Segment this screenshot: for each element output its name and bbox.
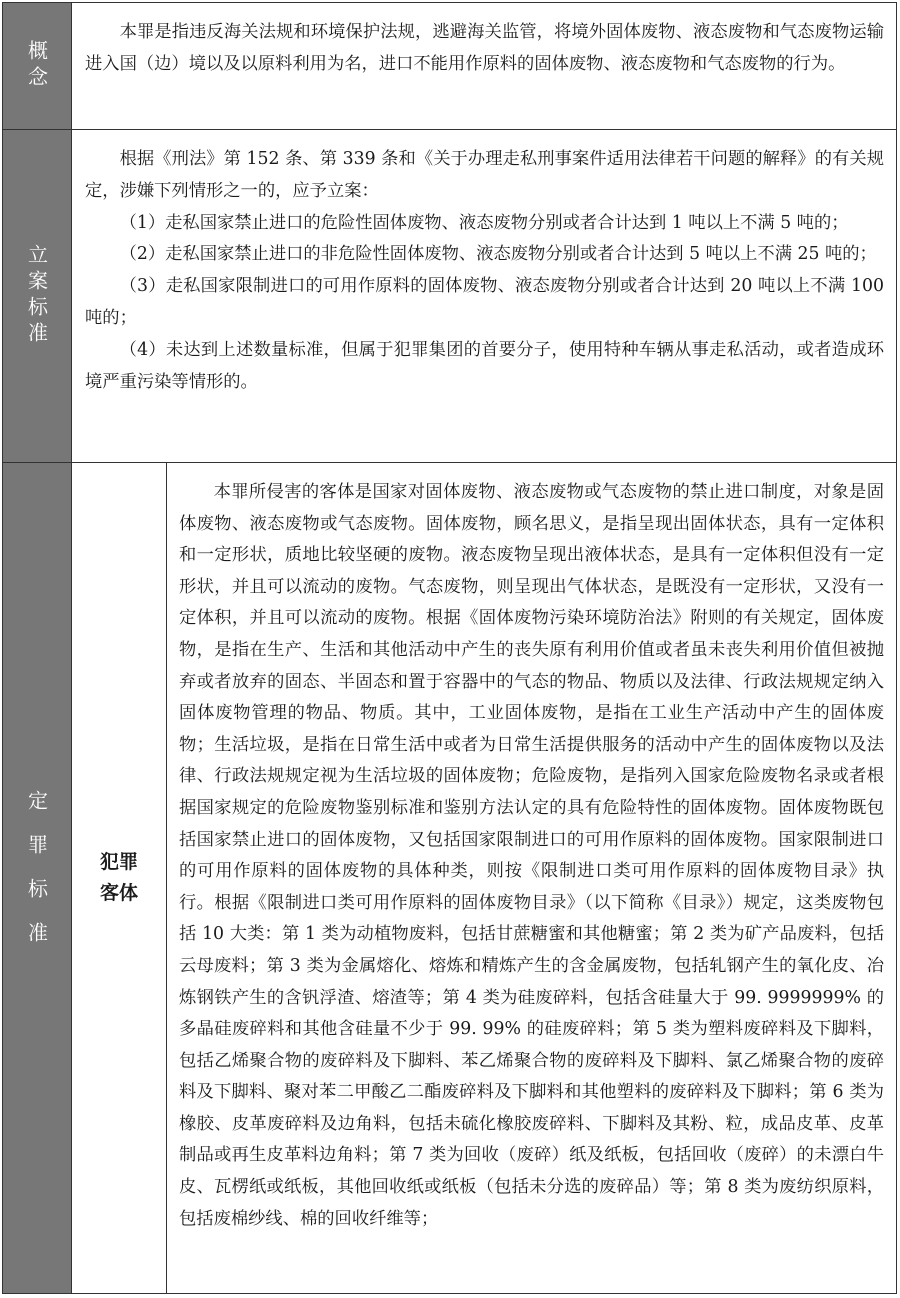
filing-intro: 根据《刑法》第 152 条、第 339 条和《关于办理走私刑事案件适用法律若干问题的解释》的有关规定，涉嫌下列情形之一的，应予立案：	[85, 149, 884, 201]
filing-item-3: （3）走私国家限制进口的可用作原料的固体废物、液态废物分别或者合计达到 20 吨以上不满 100 吨的；	[85, 276, 884, 328]
concept-row	[3, 3, 896, 130]
filing-standard-row	[3, 130, 896, 463]
filing-item-1: （1）走私国家禁止进口的危险性固体废物、液态废物分别或者合计达到 1 吨以上不满 5 吨的；	[119, 212, 849, 233]
crime-object-content	[167, 463, 896, 1293]
filing-label-cell	[3, 130, 72, 462]
conviction-label: 定罪标准	[24, 790, 49, 966]
crime-object-label: 犯罪客体	[99, 851, 138, 904]
filing-label: 立案标准	[24, 244, 49, 348]
crime-object-text: 本罪所侵害的客体是国家对固体废物、液态废物或气态废物的禁止进口制度，对象是固体废物、液态废物或气态废物。固体废物，顾名思义，是指呈现出固体状态，具有一定体积和一定形状，质地比较坚硬的废物。液态废物呈现出液体状态，是具有一定体积但没有一定形状，并且可以流动的废物。气态废物，则呈现出气体状态，是既没有一定形状，又没有一定体积，并且可以流动的废物。根据《固体废物污染环境防治法》附则的有关规定，固体废物，是指在生产、生活和其他活动中产生的丧失原有利用价值或者虽未丧失利用价值但被抛弃或者放弃的固态、半固态和置于容器中的气态的物品、物质以及法律、行政法规规定纳入固体废物管理的物品、物质。其中，工业固体废物，是指在工业生产活动中产生的固体废物；生活垃圾，是指在日常生活中或者为日常生活提供服务的活动中产生的固体废物以及法律、行政法规规定视为生活垃圾的固体废物；危险废物，是指列入国家危险废物名录或者根据国家规定的危险废物鉴别标准和鉴别方法认定的具有危险特性的固体废物。固体废物既包括国家禁止进口的固体废物，又包括国家限制进口的可用作原料的固体废物。国家限制进口的可用作原料的固体废物的具体种类，则按《限制进口类可用作原料的固体废物目录》执行。根据《限制进口类可用作原料的固体废物目录》（以下简称《目录》）规定，这类废物包括 10 大类：第 1 类为动植物废料，包括甘蔗糖蜜和其他糖蜜；第 2 类为矿产品废料，包括云母废料；第 3 类为金属熔化、熔炼和精炼产生的含金属废物，包括轧钢产生的氧化皮、冶炼钢铁产生的含钒浮渣、熔渣等；第 4 类为硅废碎料，包括含硅量大于 99. 9999999% 的多晶硅废碎料和其他含硅量不少于 99. 99% 的硅废碎料；第 5 类为塑料废碎料及下脚料，包括乙烯聚合物的废碎料及下脚料、苯乙烯聚合物的废碎料及下脚料、氯乙烯聚合物的废碎料及下脚料、聚对苯二甲酸乙二酯废碎料及下脚料和其他塑料的废碎料及下脚料；第 6 类为橡胶、皮革废碎料及边角料，包括未硫化橡胶废碎料、下脚料及其粉、粒，成品皮革、皮革制品或再生皮革料边角料；第 7 类为回收（废碎）纸及纸板，包括回收（废碎）的未漂白牛皮、瓦楞纸或纸板，其他回收纸或纸板（包括未分选的废碎品）等；第 8 类为废纺织原料，包括废棉纱线、棉的回收纤维等；	[179, 482, 884, 1229]
concept-label: 概念	[24, 40, 49, 92]
concept-text: 本罪是指违反海关法规和环境保护法规，逃避海关监管，将境外固体废物、液态废物和气态废物运输进入国（边）境以及以原料利用为名，进口不能用作原料的固体废物、液态废物和气态废物的行为。	[85, 22, 884, 74]
filing-content	[72, 130, 896, 462]
crime-object-label-cell	[72, 463, 167, 1293]
legal-table	[2, 2, 897, 1294]
concept-content	[72, 3, 896, 129]
concept-label-cell	[3, 3, 72, 129]
conviction-label-cell	[3, 463, 72, 1293]
filing-item-2: （2）走私国家禁止进口的非危险性固体废物、液态废物分别或者合计达到 5 吨以上不满 25 吨的；	[119, 244, 877, 265]
filing-item-4: （4）未达到上述数量标准，但属于犯罪集团的首要分子，使用特种车辆从事走私活动，或者造成环境严重污染等情形的。	[85, 339, 884, 392]
conviction-standard-row	[3, 463, 896, 1293]
